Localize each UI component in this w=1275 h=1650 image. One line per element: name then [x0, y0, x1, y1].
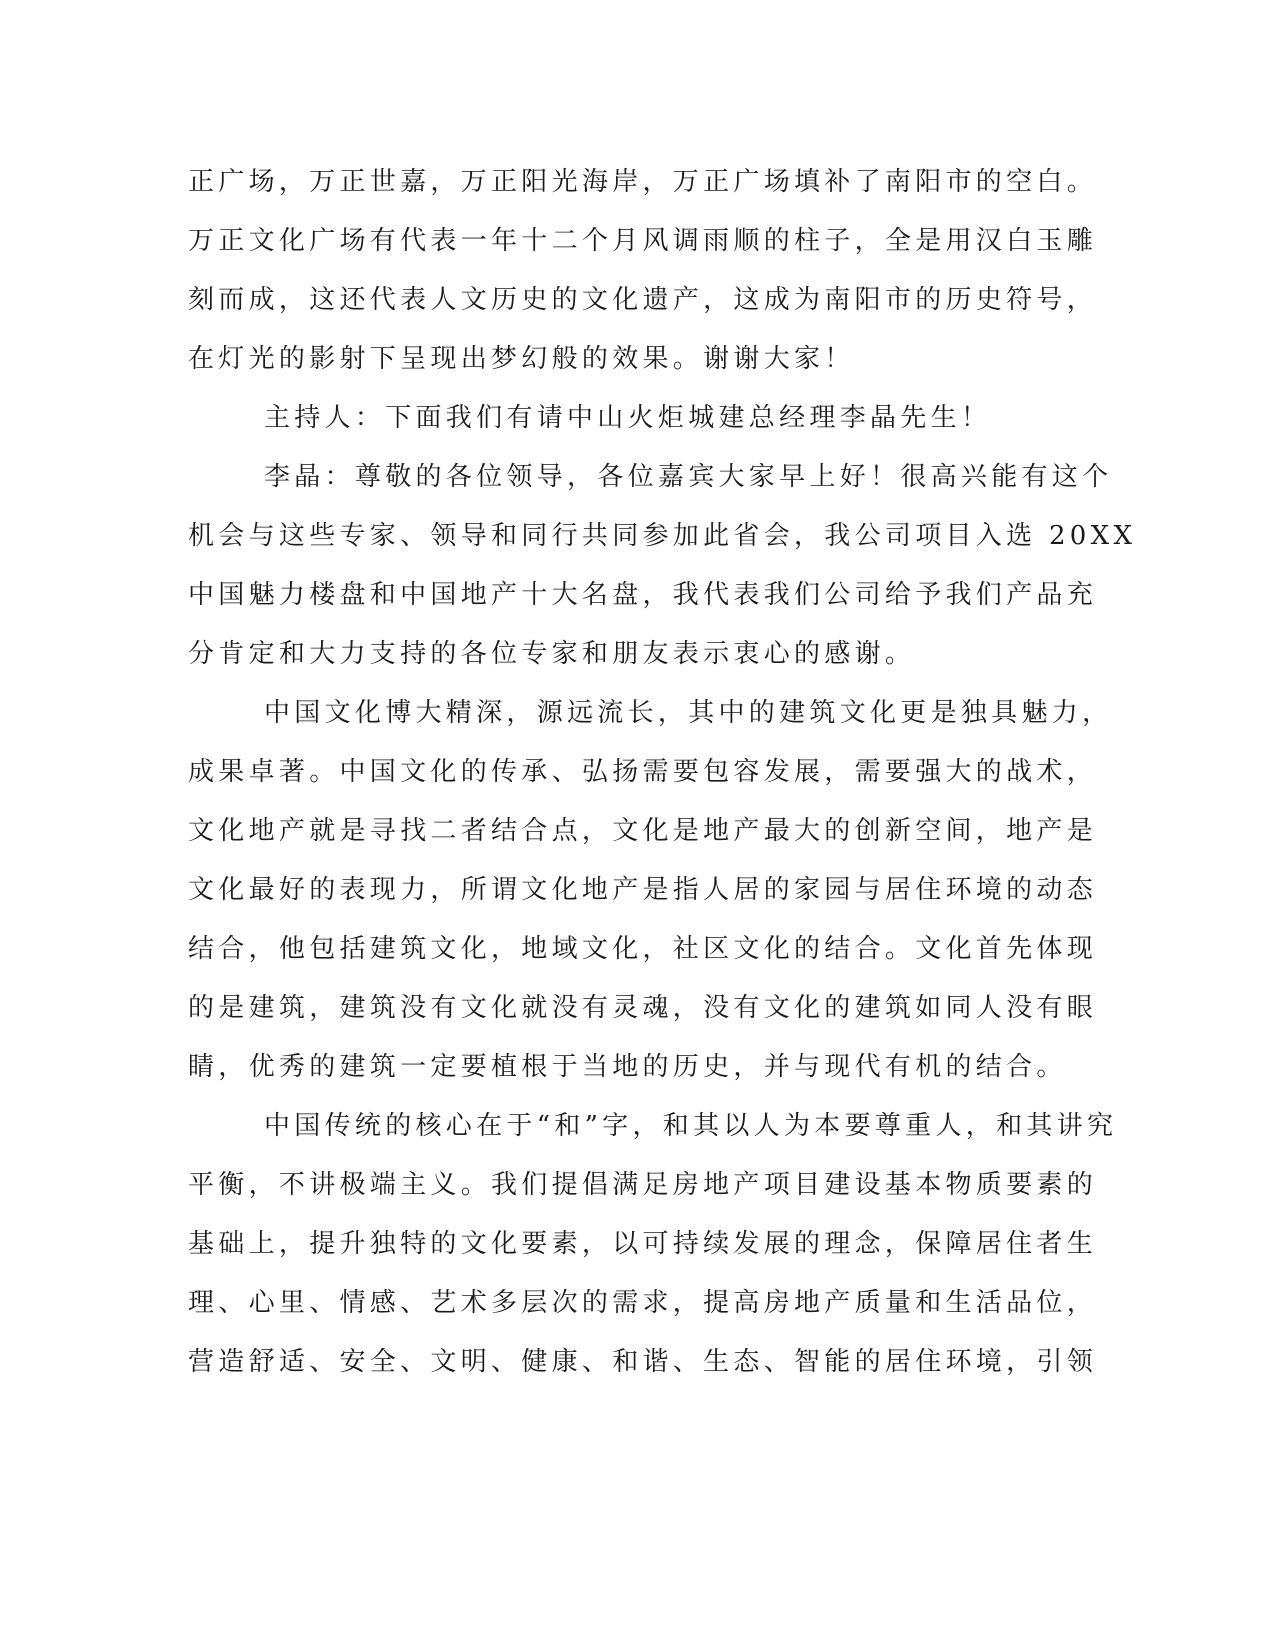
text-line: 结合，他包括建筑文化，地域文化，社区文化的结合。文化首先体现: [188, 934, 1098, 964]
text-line: 平衡，不讲极端主义。我们提倡满足房地产项目建设基本物质要素的: [188, 1170, 1098, 1200]
text-line: 睛，优秀的建筑一定要植根于当地的历史，并与现代有机的结合。: [188, 1052, 1067, 1082]
text-line: 中国传统的核心在于“和”字，和其以人为本要尊重人，和其讲究: [264, 1111, 1118, 1141]
text-line: 的是建筑，建筑没有文化就没有灵魂，没有文化的建筑如同人没有眼: [188, 993, 1098, 1023]
text-line: 基础上，提升独特的文化要素，以可持续发展的理念，保障居住者生: [188, 1229, 1098, 1259]
text-line: 营造舒适、安全、文明、健康、和谐、生态、智能的居住环境，引领: [188, 1347, 1098, 1377]
text-line: 理、心里、情感、艺术多层次的需求，提高房地产质量和生活品位，: [188, 1288, 1098, 1318]
text-line: 分肯定和大力支持的各位专家和朋友表示衷心的感谢。: [188, 639, 916, 669]
text-line: 中国魅力楼盘和中国地产十大名盘，我代表我们公司给予我们产品充: [188, 580, 1098, 610]
text-line: 在灯光的影射下呈现出梦幻般的效果。谢谢大家！: [188, 344, 855, 374]
text-line: 机会与这些专家、领导和同行共同参加此省会，我公司项目入选 20XX: [188, 521, 1137, 551]
text-line: 中国文化博大精深，源远流长，其中的建筑文化更是独具魅力，: [264, 698, 1113, 728]
text-line: 万正文化广场有代表一年十二个月风调雨顺的柱子，全是用汉白玉雕: [188, 226, 1098, 256]
text-line: 李晶：尊敬的各位领导，各位嘉宾大家早上好！很高兴能有这个: [264, 462, 1113, 492]
text-line: 正广场，万正世嘉，万正阳光海岸，万正广场填补了南阳市的空白。: [188, 167, 1098, 197]
text-line: 主持人：下面我们有请中山火炬城建总经理李晶先生！: [264, 403, 992, 433]
text-line: 文化地产就是寻找二者结合点，文化是地产最大的创新空间，地产是: [188, 816, 1098, 846]
text-line: 文化最好的表现力，所谓文化地产是指人居的家园与居住环境的动态: [188, 875, 1098, 905]
text-line: 刻而成，这还代表人文历史的文化遗产，这成为南阳市的历史符号，: [188, 285, 1098, 315]
text-line: 成果卓著。中国文化的传承、弘扬需要包容发展，需要强大的战术，: [188, 757, 1098, 787]
